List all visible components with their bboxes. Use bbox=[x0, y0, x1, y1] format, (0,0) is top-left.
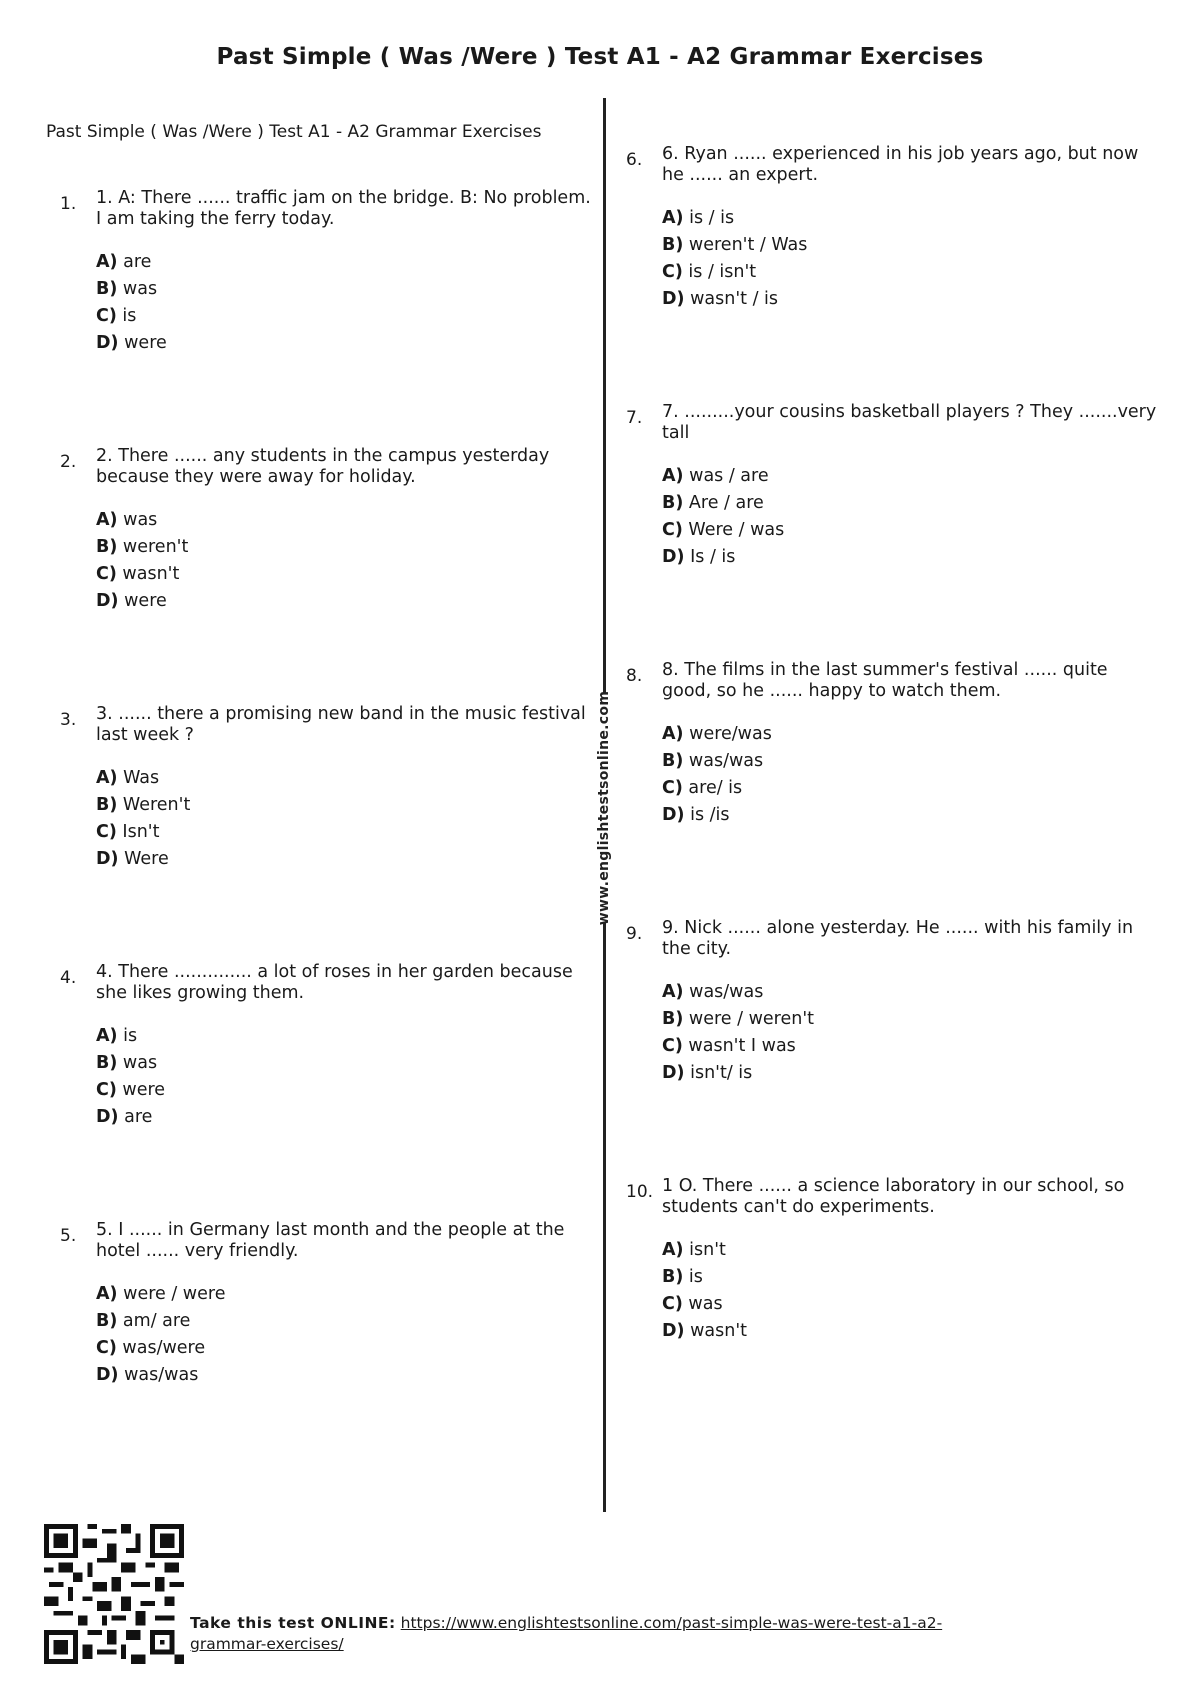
option-c[interactable] bbox=[662, 775, 1162, 802]
option-label: D) bbox=[662, 805, 685, 825]
answer-options bbox=[96, 765, 596, 873]
option-a[interactable] bbox=[662, 205, 1162, 232]
option-label: B) bbox=[96, 1053, 118, 1073]
option-label: B) bbox=[96, 1311, 118, 1331]
option-text: Weren't bbox=[122, 795, 191, 815]
qr-code-icon[interactable] bbox=[44, 1524, 184, 1664]
option-d[interactable] bbox=[96, 1104, 596, 1131]
option-text: was/were bbox=[122, 1338, 206, 1358]
option-label: A) bbox=[96, 252, 118, 272]
option-text: Are / are bbox=[688, 493, 764, 513]
option-label: B) bbox=[662, 493, 684, 513]
option-label: D) bbox=[96, 849, 119, 869]
option-text: were bbox=[124, 333, 167, 353]
option-text: was bbox=[123, 510, 158, 530]
question-10 bbox=[626, 1176, 1162, 1345]
option-b[interactable] bbox=[662, 748, 1162, 775]
option-label: C) bbox=[662, 778, 683, 798]
question-text: 4. There .............. a lot of roses in her garden because she likes growing them. bbox=[96, 962, 573, 1003]
answer-options bbox=[662, 205, 1162, 313]
answer-options bbox=[96, 507, 596, 615]
online-test-url[interactable]: https://www.englishtestsonline.com/past-simple-was-were-test-a1-a2-grammar-exercises/ bbox=[190, 1614, 943, 1653]
option-a[interactable] bbox=[662, 1237, 1162, 1264]
online-test-link bbox=[190, 1613, 1010, 1655]
question-text: 2. There ...... any students in the campus yesterday because they were away for holiday. bbox=[96, 446, 550, 487]
option-label: C) bbox=[662, 1294, 683, 1314]
option-text: was bbox=[688, 1294, 723, 1314]
option-c[interactable] bbox=[96, 303, 596, 330]
answer-options bbox=[662, 721, 1162, 829]
option-text: are bbox=[123, 252, 152, 272]
watermark-text: www.englishtestsonline.com bbox=[596, 690, 613, 926]
question-number: 10. bbox=[626, 1182, 654, 1202]
option-text: Is / is bbox=[690, 547, 736, 567]
option-a[interactable] bbox=[662, 721, 1162, 748]
option-d[interactable] bbox=[662, 544, 1162, 571]
question-number: 5. bbox=[60, 1226, 77, 1246]
question-4 bbox=[60, 962, 596, 1131]
option-b[interactable] bbox=[96, 534, 596, 561]
question-number: 1. bbox=[60, 194, 77, 214]
option-d[interactable] bbox=[96, 1362, 596, 1389]
option-text: is / is bbox=[689, 208, 735, 228]
option-d[interactable] bbox=[662, 802, 1162, 829]
option-label: C) bbox=[96, 1338, 117, 1358]
option-d[interactable] bbox=[662, 1060, 1162, 1087]
question-text: 6. Ryan ...... experienced in his job years ago, but now he ...... an expert. bbox=[662, 144, 1139, 185]
option-label: A) bbox=[662, 724, 684, 744]
option-a[interactable] bbox=[96, 507, 596, 534]
question-9 bbox=[626, 918, 1162, 1087]
option-label: B) bbox=[96, 795, 118, 815]
option-label: C) bbox=[662, 520, 683, 540]
question-text: 3. ...... there a promising new band in the music festival last week ? bbox=[96, 704, 586, 745]
option-d[interactable] bbox=[96, 588, 596, 615]
option-text: wasn't I was bbox=[688, 1036, 796, 1056]
option-label: A) bbox=[96, 1284, 118, 1304]
option-label: A) bbox=[96, 768, 118, 788]
option-text: was bbox=[122, 1053, 158, 1073]
option-c[interactable] bbox=[662, 1033, 1162, 1060]
option-text: is bbox=[688, 1267, 703, 1287]
option-a[interactable] bbox=[96, 1281, 596, 1308]
option-d[interactable] bbox=[96, 330, 596, 357]
option-a[interactable] bbox=[96, 765, 596, 792]
option-text: was / are bbox=[689, 466, 769, 486]
option-text: are bbox=[124, 1107, 153, 1127]
question-text: 1 O. There ...... a science laboratory in our school, so students can't do experiments. bbox=[662, 1176, 1125, 1217]
option-b[interactable] bbox=[96, 1308, 596, 1335]
question-5 bbox=[60, 1220, 596, 1389]
option-label: C) bbox=[662, 1036, 683, 1056]
answer-options bbox=[96, 249, 596, 357]
option-label: B) bbox=[662, 1267, 684, 1287]
question-number: 3. bbox=[60, 710, 77, 730]
option-c[interactable] bbox=[96, 819, 596, 846]
option-label: A) bbox=[96, 510, 118, 530]
question-number: 4. bbox=[60, 968, 77, 988]
question-2 bbox=[60, 446, 596, 615]
option-label: C) bbox=[96, 564, 117, 584]
option-text: is / isn't bbox=[688, 262, 757, 282]
option-text: isn't bbox=[689, 1240, 726, 1260]
option-text: were / were bbox=[123, 1284, 226, 1304]
option-label: D) bbox=[662, 289, 685, 309]
option-a[interactable] bbox=[662, 979, 1162, 1006]
option-label: D) bbox=[96, 1107, 119, 1127]
option-text: Were / was bbox=[688, 520, 785, 540]
question-text: 1. A: There ...... traffic jam on the bridge. B: No problem. I am taking the ferry today. bbox=[96, 188, 591, 229]
option-b[interactable] bbox=[662, 1264, 1162, 1291]
option-c[interactable] bbox=[662, 517, 1162, 544]
option-text: was/was bbox=[124, 1365, 199, 1385]
option-label: A) bbox=[96, 1026, 118, 1046]
option-text: were bbox=[122, 1080, 166, 1100]
question-7 bbox=[626, 402, 1162, 571]
question-text: 9. Nick ...... alone yesterday. He ...... with his family in the city. bbox=[662, 918, 1134, 959]
question-1 bbox=[60, 188, 596, 357]
option-label: B) bbox=[96, 279, 118, 299]
answer-options bbox=[96, 1281, 596, 1389]
option-label: D) bbox=[96, 591, 119, 611]
question-text: 5. I ...... in Germany last month and the people at the hotel ...... very friendly. bbox=[96, 1220, 565, 1261]
option-b[interactable] bbox=[96, 276, 596, 303]
question-number: 2. bbox=[60, 452, 77, 472]
option-label: D) bbox=[662, 1321, 685, 1341]
option-text: isn't/ is bbox=[690, 1063, 753, 1083]
question-6 bbox=[626, 144, 1162, 313]
option-b[interactable] bbox=[662, 1006, 1162, 1033]
option-text: wasn't bbox=[690, 1321, 748, 1341]
option-text: was bbox=[122, 279, 158, 299]
option-text: Was bbox=[123, 768, 160, 788]
option-label: D) bbox=[96, 333, 119, 353]
option-text: wasn't bbox=[122, 564, 180, 584]
option-text: were bbox=[124, 591, 167, 611]
option-d[interactable] bbox=[96, 846, 596, 873]
option-b[interactable] bbox=[662, 232, 1162, 259]
question-8 bbox=[626, 660, 1162, 829]
option-a[interactable] bbox=[96, 249, 596, 276]
option-a[interactable] bbox=[662, 463, 1162, 490]
option-d[interactable] bbox=[662, 1318, 1162, 1345]
option-label: B) bbox=[662, 1009, 684, 1029]
option-text: was/was bbox=[688, 751, 764, 771]
option-d[interactable] bbox=[662, 286, 1162, 313]
option-text: wasn't / is bbox=[690, 289, 779, 309]
option-text: were/was bbox=[689, 724, 772, 744]
option-label: B) bbox=[662, 235, 684, 255]
option-a[interactable] bbox=[96, 1023, 596, 1050]
option-c[interactable] bbox=[96, 1077, 596, 1104]
option-text: was/was bbox=[689, 982, 764, 1002]
option-label: B) bbox=[662, 751, 684, 771]
answer-options bbox=[662, 463, 1162, 571]
option-c[interactable] bbox=[662, 1291, 1162, 1318]
option-c[interactable] bbox=[662, 259, 1162, 286]
option-text: weren't / Was bbox=[688, 235, 808, 255]
page-title: Past Simple ( Was /Were ) Test A1 - A2 Grammar Exercises bbox=[216, 44, 984, 70]
option-text: weren't bbox=[122, 537, 189, 557]
option-label: D) bbox=[662, 547, 685, 567]
option-text: is /is bbox=[690, 805, 730, 825]
option-label: A) bbox=[662, 1240, 684, 1260]
option-label: A) bbox=[662, 982, 684, 1002]
option-c[interactable] bbox=[96, 1335, 596, 1362]
option-b[interactable] bbox=[96, 792, 596, 819]
option-label: D) bbox=[96, 1365, 119, 1385]
option-text: are/ is bbox=[688, 778, 743, 798]
option-label: C) bbox=[96, 822, 117, 842]
answer-options bbox=[662, 979, 1162, 1087]
option-label: C) bbox=[96, 1080, 117, 1100]
option-b[interactable] bbox=[662, 490, 1162, 517]
question-3 bbox=[60, 704, 596, 873]
answer-options bbox=[662, 1237, 1162, 1345]
option-text: were / weren't bbox=[688, 1009, 815, 1029]
option-c[interactable] bbox=[96, 561, 596, 588]
option-b[interactable] bbox=[96, 1050, 596, 1077]
question-number: 8. bbox=[626, 666, 643, 686]
option-label: C) bbox=[662, 262, 683, 282]
option-label: D) bbox=[662, 1063, 685, 1083]
option-text: am/ are bbox=[122, 1311, 191, 1331]
question-text: 8. The films in the last summer's festival ...... quite good, so he ...... happy to watch them. bbox=[662, 660, 1108, 701]
option-label: C) bbox=[96, 306, 117, 326]
option-label: A) bbox=[662, 208, 684, 228]
option-text: is bbox=[122, 306, 137, 326]
option-label: B) bbox=[96, 537, 118, 557]
question-number: 9. bbox=[626, 924, 643, 944]
answer-options bbox=[96, 1023, 596, 1131]
option-text: Were bbox=[124, 849, 169, 869]
option-text: Isn't bbox=[122, 822, 160, 842]
test-subtitle: Past Simple ( Was /Were ) Test A1 - A2 Grammar Exercises bbox=[46, 122, 542, 142]
question-number: 6. bbox=[626, 150, 643, 170]
online-test-label: Take this test ONLINE: bbox=[190, 1614, 396, 1632]
option-text: is bbox=[123, 1026, 138, 1046]
option-label: A) bbox=[662, 466, 684, 486]
question-number: 7. bbox=[626, 408, 643, 428]
question-text: 7. .........your cousins basketball players ? They .......very tall bbox=[662, 402, 1157, 443]
